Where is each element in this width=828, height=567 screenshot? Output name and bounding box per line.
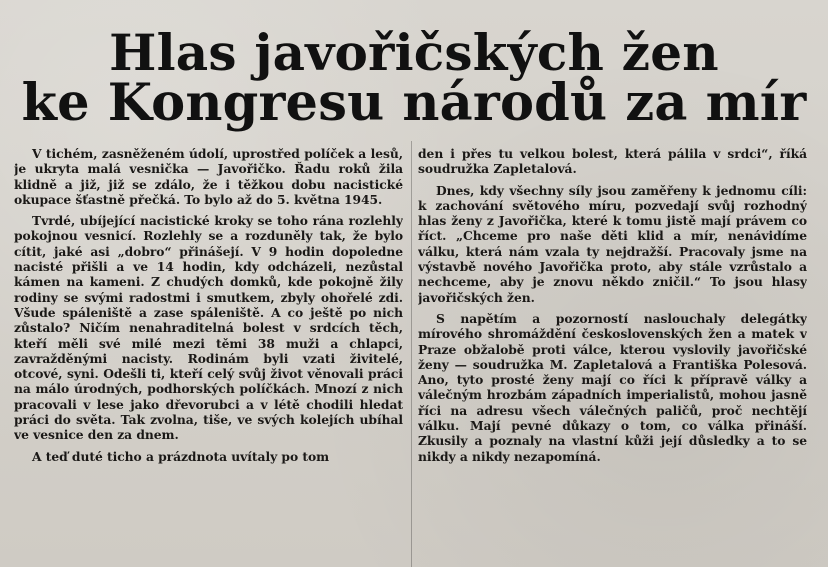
right-paragraph-1: den i přes tu velkou bolest, která pálila v srdci“, říká soudružka Zapletalová.: [418, 146, 807, 177]
column-divider: [411, 141, 412, 567]
headline-line-2: ke Kongresu národů za mír: [21, 73, 807, 133]
right-column: [418, 146, 807, 567]
left-paragraph-3: A teď duté ticho a prázdnota uvítaly po tom: [32, 448, 330, 464]
left-paragraph-2: Tvrdé, ubíjející nacistické kroky se toho rána rozlehly pokojnou vesnicí. Rozlehly se a rozduněly tak, že bylo cítit, jaké asi „dobro“ přinášejí. V 9 hodin dopoledne nacisté přišli a ve 14 hodin, kdy odcházeli, nezůstal kámen na kameni. Z chudých domků, kde pokojně žily rodiny se svými radostmi i smutkem, zbyly ohořelé zdi. Všude spáleniště a zase spáleniště. A co ještě po nich zůstalo? Ničím nenahraditelná bolest v srdcích těch, kteří měli své milé mezi těmi 38 muži a chlapci, zavražděnými nacisty. Rodinám byli vzati živitelé, otcové, syni. Odešli ti, kteří celý svůj život věnovali práci na málo úrodných, podhorských políčkách. Mnozí z nich pracovali v lese jako dřevorubci a v létě chodili hledat práci do světa. Tak zvolna, tiše, ve svých kolejích ubíhal ve vesnice den za dnem.: [14, 213, 403, 443]
article-headline: [0, 0, 828, 145]
right-paragraph-3: S napětím a pozorností naslouchaly delegátky mírového shromáždění československých žen a matek v Praze obžalobě proti válce, kterou vyslovily javořičské ženy — soudružka M. Zapletalová a Františka Polesová. Ano, tyto prosté ženy mají co říci k přípravě války a válečným hrozbám západních imperialistů, mohou jasně říci na adresu všech válečných paličů, proč nechtějí válku. Mají pevné důkazy o tom, co válka přináší. Zkusily a poznaly na vlastní kůži její důsledky a to se nikdy a nikdy nezapomíná.: [418, 310, 807, 464]
left-paragraph-1: V tichém, zasněženém údolí, uprostřed políček a lesů, je ukryta malá vesnička — Javořičko. Řadu roků žila klidně a již, již se zdálo, že i těžkou dobu nacistické okupace šťastně přečká. To bylo až do 5. května 1945.: [14, 146, 403, 207]
left-column: [14, 146, 403, 567]
right-paragraph-2: Dnes, kdy všechny síly jsou zaměřeny k jednomu cíli: k zachování světového míru, pozvedají svůj rozhodný hlas ženy z Javořička, které k tomu jistě mají právem co říct. „Chceme pro naše děti klid a mír, nenávidíme válku, která nám vzala ty nejdražší. Pracovaly jsme na výstavbě nového Javořička proto, aby stále vzrůstalo a nechceme, aby je znovu někdo zničil.“ To jsou hlasy javořičských žen.: [418, 182, 807, 305]
headline-line-1: Hlas javořičských žen: [109, 23, 719, 82]
